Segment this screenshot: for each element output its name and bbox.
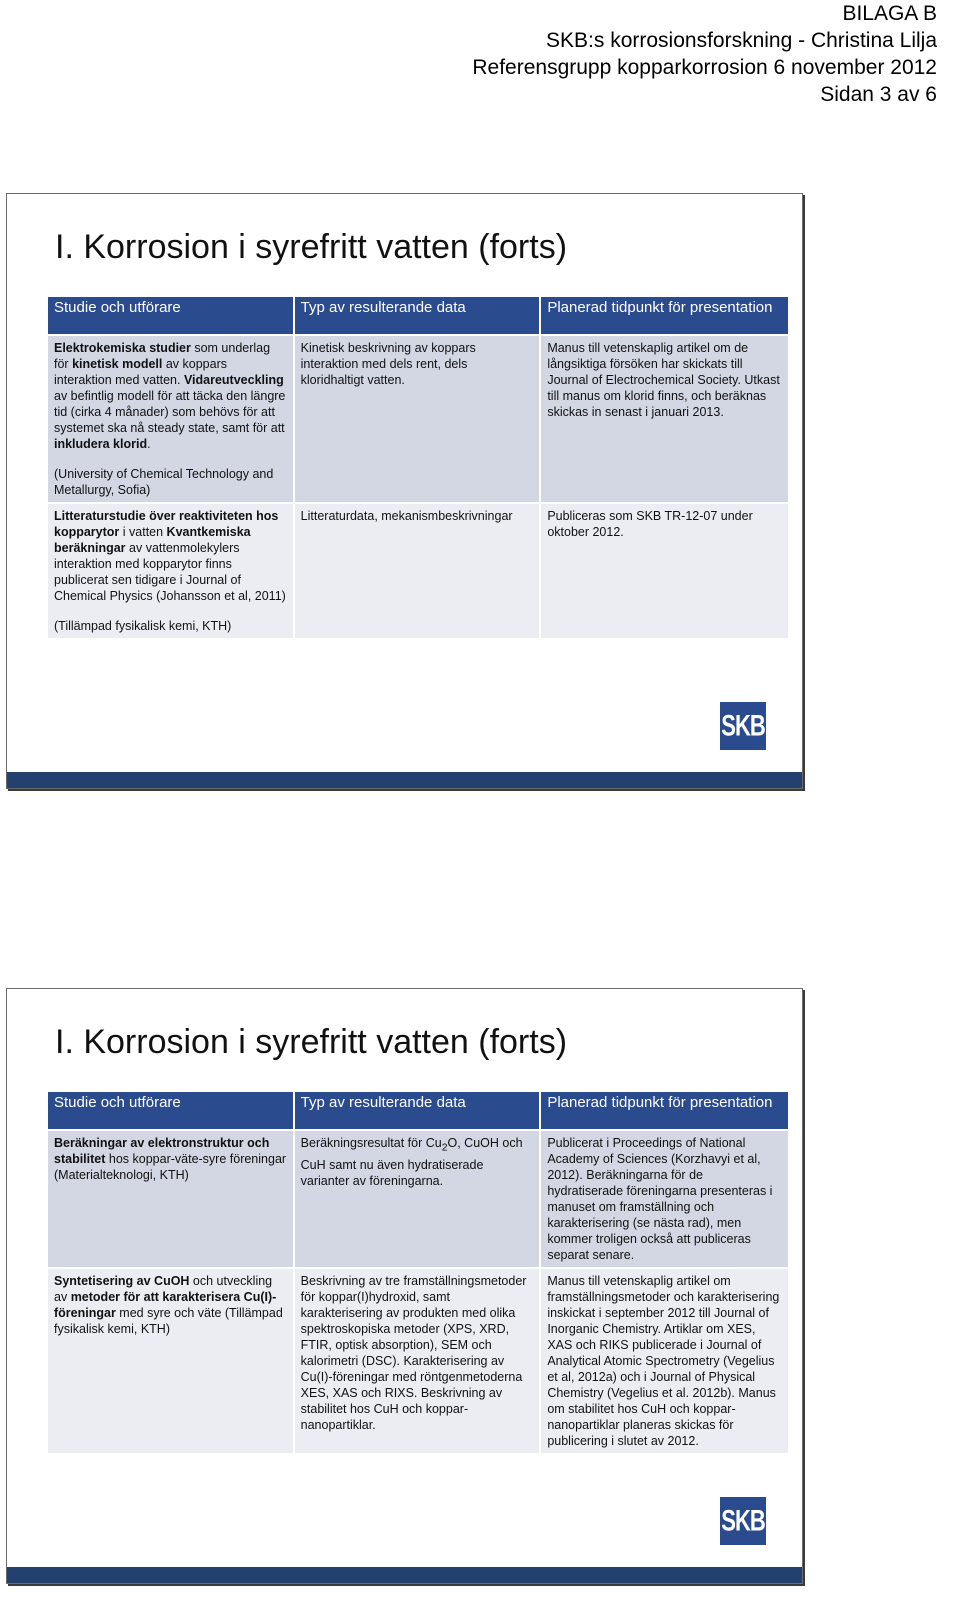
- slide-footer-bar: [7, 772, 802, 788]
- slide-footer-bar: [7, 1567, 802, 1583]
- cell-data-type: Beskrivning av tre framställningsmetoder för koppar(I)hydroxid, samt karakterisering av produkten med olika spektroskopiska metoder (XPS, XRD, FTIR, optisk absorption), SEM och kalorimetri (DSC). Karakterisering av Cu(I)-föreningar med röntgenmetoderna XES, XAS och RIXS. Beskrivning av stabilitet hos CuH och kopparnanopartiklar.: [295, 1267, 542, 1453]
- column-header-data-type: Typ av resulterande data: [295, 297, 542, 334]
- bold-text: Syntetisering av CuOH: [54, 1274, 190, 1288]
- paragraph-break: [54, 452, 287, 466]
- table-header-row: [48, 297, 788, 334]
- cell-planned-time: Publicerat i Proceedings of National Academy of Sciences (Korzhavyi et al, 2012). Beräkningarna för de hydratiserade föreningarna presenteras i manuset om framställning och karakterisering (se nästa rad), men kommer troligen också att publiceras separat senare.: [541, 1129, 788, 1267]
- cell-planned-time: Publiceras som SKB TR-12-07 under oktober 2012.: [541, 502, 788, 638]
- column-header-study: Studie och utförare: [48, 297, 295, 334]
- bold-text: Kvantkemiska beräkningar: [54, 525, 251, 555]
- column-header-planned-time: Planerad tidpunkt för presentation: [541, 1092, 788, 1129]
- column-header-study: Studie och utförare: [48, 1092, 295, 1129]
- cell-study: Litteraturstudie över reaktiviteten hos kopparytor i vatten Kvantkemiska beräkningar av vattenmolekylers interaktion med kopparytor finns publicerat sen tidigare i Journal of Chemical Physics (Johansson et al, 2011) (Tillämpad fysikalisk kemi, KTH): [48, 502, 295, 638]
- header-page-number: Sidan 3 av 6: [820, 83, 937, 106]
- bold-text: inkludera klorid: [54, 437, 148, 451]
- slide-title: I. Korrosion i syrefritt vatten (forts): [55, 228, 568, 266]
- slide-2: [6, 988, 803, 1584]
- cell-data-type: Beräkningsresultat för $Cu_2O$, CuOH och CuH samt nu även hydratiserade varianter av föreningarna.: [295, 1129, 542, 1267]
- header-meeting: Referensgrupp kopparkorrosion 6 november 2012: [472, 56, 937, 79]
- cell-planned-time: Manus till vetenskaplig artikel om framställningsmetoder och karakterisering inskickat i september 2012 till Journal of Inorganic Chemistry. Artiklar om XES, XAS och RIKS publicerade i Journal of Analytical Atomic Spectrometry (Vegelius et al, 2012a) och i Journal of Physical Chemistry (Vegelius et al. 2012b). Manus om stabilitet hos CuH och kopparnanopartiklar planeras skickas för publicering i slutet av 2012.: [541, 1267, 788, 1453]
- cell-study: Syntetisering av CuOH och utveckling av metoder för att karakterisera Cu(I)-föreningar med syre och väte (Tillämpad fysikalisk kemi, KTH): [48, 1267, 295, 1453]
- column-header-data-type: Typ av resulterande data: [295, 1092, 542, 1129]
- study-table: [48, 297, 788, 638]
- bold-text: kinetisk modell: [72, 357, 163, 371]
- study-table: [48, 1092, 788, 1453]
- slide-title: I. Korrosion i syrefritt vatten (forts): [55, 1023, 568, 1061]
- column-header-planned-time: Planerad tidpunkt för presentation: [541, 297, 788, 334]
- cell-study: Elektrokemiska studier som underlag för kinetisk modell av koppars interaktion med vatten. Vidareutveckling av befintlig modell för att täcka den längre tid (cirka 4 månader) som behövs för att systemet ska nå steady state, samt för att inkludera klorid. (University of Chemical Technology and Metallurgy, Sofia): [48, 334, 295, 502]
- skb-logo: SKB: [720, 1497, 766, 1545]
- header-annex: BILAGA B: [842, 2, 937, 25]
- page-header: [472, 0, 937, 108]
- table-row: [48, 502, 788, 638]
- bold-text: Beräkningar av elektronstruktur och stabilitet: [54, 1136, 270, 1166]
- cell-data-type: Kinetisk beskrivning av koppars interaktion med dels rent, dels kloridhaltigt vatten.: [295, 334, 542, 502]
- cell-data-type: Litteraturdata, mekanismbeskrivningar: [295, 502, 542, 638]
- bold-text: Elektrokemiska studier: [54, 341, 191, 355]
- paragraph-break: [54, 604, 287, 618]
- table-row: [48, 1267, 788, 1453]
- skb-logo: SKB: [720, 702, 766, 750]
- cell-planned-time: Manus till vetenskaplig artikel om de långsiktiga försöken har skickats till Journal of Electrochemical Society. Utkast till manus om klorid finns, och beräknas skickas in senast i januari 2013.: [541, 334, 788, 502]
- subscript-text: 2: [441, 1142, 448, 1154]
- cell-study: Beräkningar av elektronstruktur och stabilitet hos koppar-väte-syre föreningar (Materialteknologi, KTH): [48, 1129, 295, 1267]
- bold-text: Vidareutveckling: [183, 373, 284, 387]
- table-header-row: [48, 1092, 788, 1129]
- bold-text: metoder för att karakterisera Cu(I)-föreningar: [54, 1290, 277, 1320]
- slide-1: [6, 193, 803, 789]
- header-subject: SKB:s korrosionsforskning - Christina Lilja: [546, 29, 937, 52]
- table-row: [48, 334, 788, 502]
- table-row: [48, 1129, 788, 1267]
- bold-text: Litteraturstudie över reaktiviteten hos kopparytor: [54, 509, 279, 539]
